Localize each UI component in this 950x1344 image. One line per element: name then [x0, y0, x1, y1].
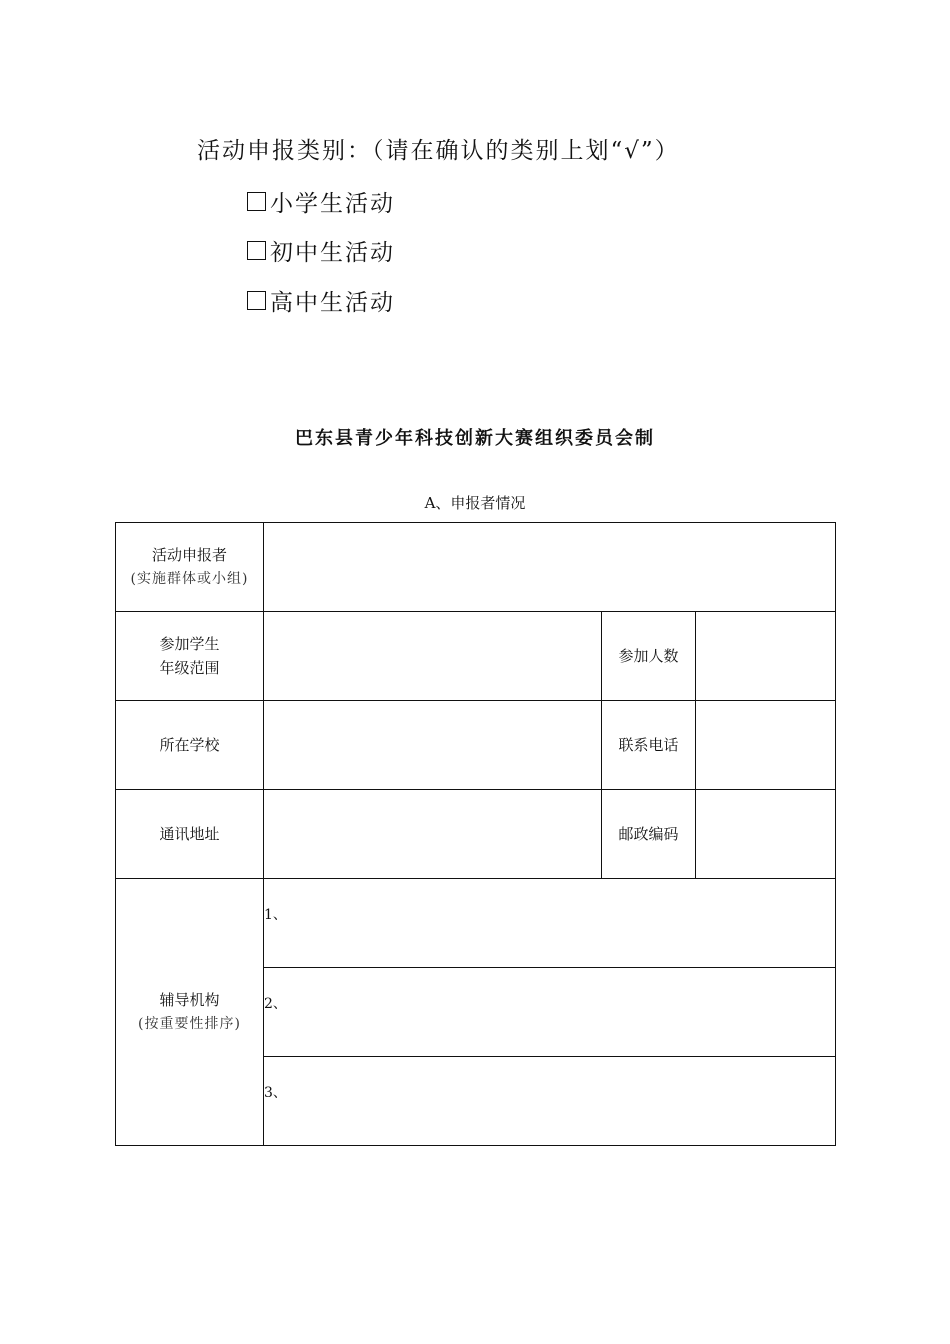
category-option-label: 初中生活动 — [270, 240, 395, 266]
category-option-junior[interactable] — [247, 234, 395, 267]
checkbox[interactable] — [247, 192, 266, 211]
category-option-label: 小学生活动 — [270, 191, 395, 217]
checkbox[interactable] — [247, 241, 266, 260]
address-field[interactable] — [264, 790, 602, 879]
advisor-line-3[interactable] — [264, 1057, 836, 1146]
organizer-line: 巴东县青少年科技创新大赛组织委员会制 — [295, 428, 655, 449]
postcode-label: 邮政编码 — [602, 790, 696, 879]
postcode-field[interactable] — [696, 790, 836, 879]
grade-label-line2: 年级范围 — [159, 659, 220, 677]
advisors-label: 辅导机构 — [159, 991, 220, 1009]
participants-label: 参加人数 — [602, 612, 696, 701]
advisor-line-1[interactable] — [264, 879, 836, 968]
advisors-label-cell — [116, 879, 264, 1146]
phone-field[interactable] — [696, 701, 836, 790]
applicant-field[interactable] — [264, 523, 836, 612]
applicant-label: 活动申报者 — [151, 546, 227, 564]
checkbox[interactable] — [247, 291, 266, 310]
applicant-sublabel: (实施群体或小组) — [130, 571, 249, 587]
participants-field[interactable] — [696, 612, 836, 701]
grade-label: 参加学生 — [159, 635, 220, 653]
advisor-line-number: 2、 — [264, 996, 287, 1012]
applicant-label-cell — [116, 523, 264, 612]
grade-field[interactable] — [264, 612, 602, 701]
category-option-primary[interactable] — [247, 185, 395, 218]
category-option-label: 高中生活动 — [270, 290, 395, 316]
advisors-sublabel: (按重要性排序) — [138, 1016, 241, 1032]
applicant-form-table — [115, 522, 836, 1146]
category-heading: 活动申报类别：（请在确认的类别上划“√”） — [197, 138, 680, 164]
school-field[interactable] — [264, 701, 602, 790]
category-option-senior[interactable] — [247, 284, 395, 317]
advisor-line-number: 3、 — [264, 1085, 287, 1101]
address-label: 通讯地址 — [116, 790, 264, 879]
school-label: 所在学校 — [116, 701, 264, 790]
grade-label-cell — [116, 612, 264, 701]
advisor-line-2[interactable] — [264, 968, 836, 1057]
phone-label: 联系电话 — [602, 701, 696, 790]
section-title: A、申报者情况 — [424, 494, 526, 512]
advisor-line-number: 1、 — [264, 907, 287, 923]
